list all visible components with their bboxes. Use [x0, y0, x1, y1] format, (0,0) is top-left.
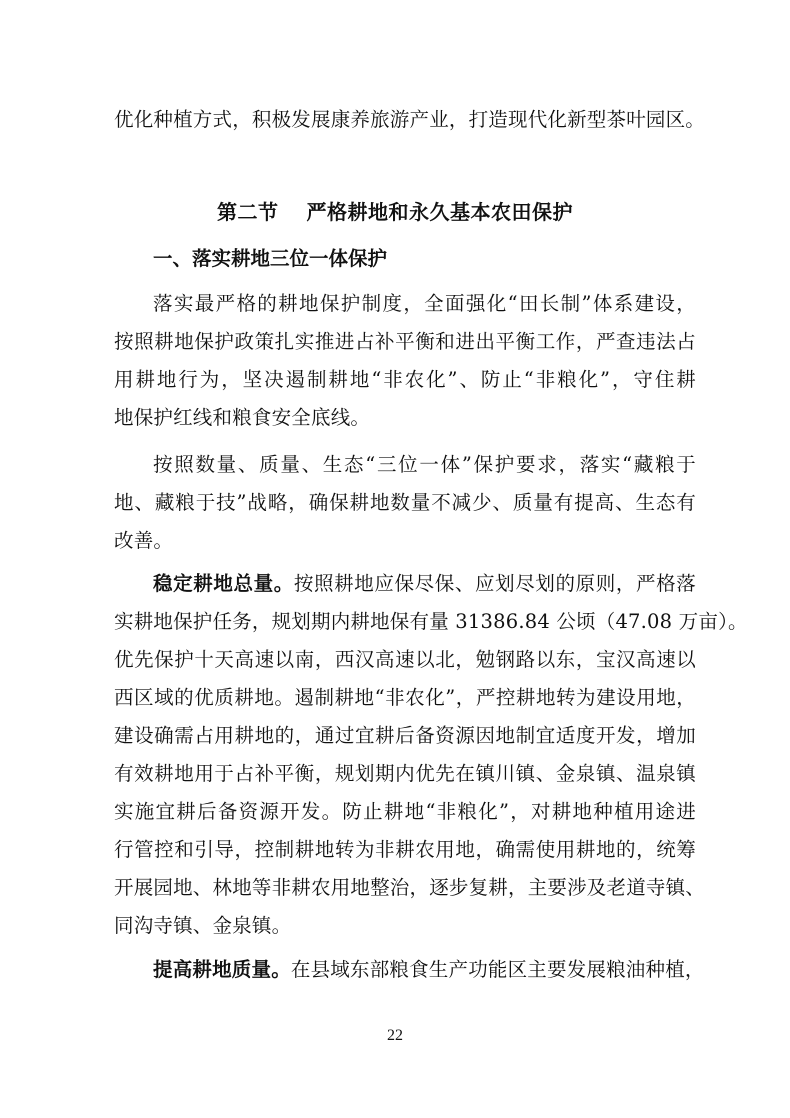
paragraph-line: 地、藏粮于技”战略，确保耕地数量不减少、质量有提高、生态有 [114, 491, 696, 514]
paragraph-line: 行管控和引导，控制耕地转为非耕农用地，确需使用耕地的，统筹 [114, 838, 696, 861]
paragraph-line: 改善。 [114, 529, 174, 552]
paragraph-line: 实耕地保护任务，规划期内耕地保有量 31386.84 公顷（47.08 万亩）。 [114, 610, 748, 633]
paragraph-line: 地保护红线和粮食安全底线。 [114, 406, 371, 429]
paragraph-line-first [153, 572, 696, 596]
carryover-line: 优化种植方式，积极发展康养旅游产业，打造现代化新型茶叶园区。 [114, 108, 706, 131]
subheading: 一、落实耕地三位一体保护 [153, 247, 388, 270]
paragraph-line: 按照耕地保护政策扎实推进占补平衡和进出平衡工作，严查违法占 [114, 330, 696, 353]
paragraph-line: 西区域的优质耕地。遏制耕地“非农化”，严控耕地转为建设用地， [114, 686, 696, 709]
paragraph-line: 建设确需占用耕地的，通过宜耕后备资源因地制宜适度开发，增加 [114, 724, 696, 747]
paragraph-text: 按照耕地应保尽保、应划尽划的原则，严格落 [293, 572, 696, 595]
paragraph-lead: 稳定耕地总量。 [153, 572, 294, 595]
section-title: 严格耕地和永久基本农田保护 [306, 200, 573, 224]
paragraph-line: 优先保护十天高速以南，西汉高速以北，勉钢路以东，宝汉高速以 [114, 648, 696, 671]
paragraph-line: 用耕地行为，坚决遏制耕地“非农化”、防止“非粮化”，守住耕 [114, 368, 696, 391]
paragraph-line: 有效耕地用于占补平衡，规划期内优先在镇川镇、金泉镇、温泉镇 [114, 762, 696, 785]
paragraph-line: 落实最严格的耕地保护制度，全面强化“田长制”体系建设， [153, 292, 696, 315]
page-number: 22 [387, 1027, 403, 1044]
paragraph-line: 同沟寺镇、金泉镇。 [114, 914, 292, 937]
paragraph-text: 在县域东部粮食生产功能区主要发展粮油种植， [290, 958, 705, 981]
paragraph-line-first [153, 958, 705, 982]
section-number: 第二节 [217, 200, 279, 224]
section-heading [0, 199, 790, 225]
paragraph-line: 实施宜耕后备资源开发。防止耕地“非粮化”，对耕地种植用途进 [114, 800, 696, 823]
paragraph-line: 开展园地、林地等非耕农用地整治，逐步复耕，主要涉及老道寺镇、 [114, 876, 706, 899]
paragraph-line: 按照数量、质量、生态“三位一体”保护要求，落实“藏粮于 [153, 453, 696, 476]
paragraph-lead: 提高耕地质量。 [153, 958, 291, 981]
